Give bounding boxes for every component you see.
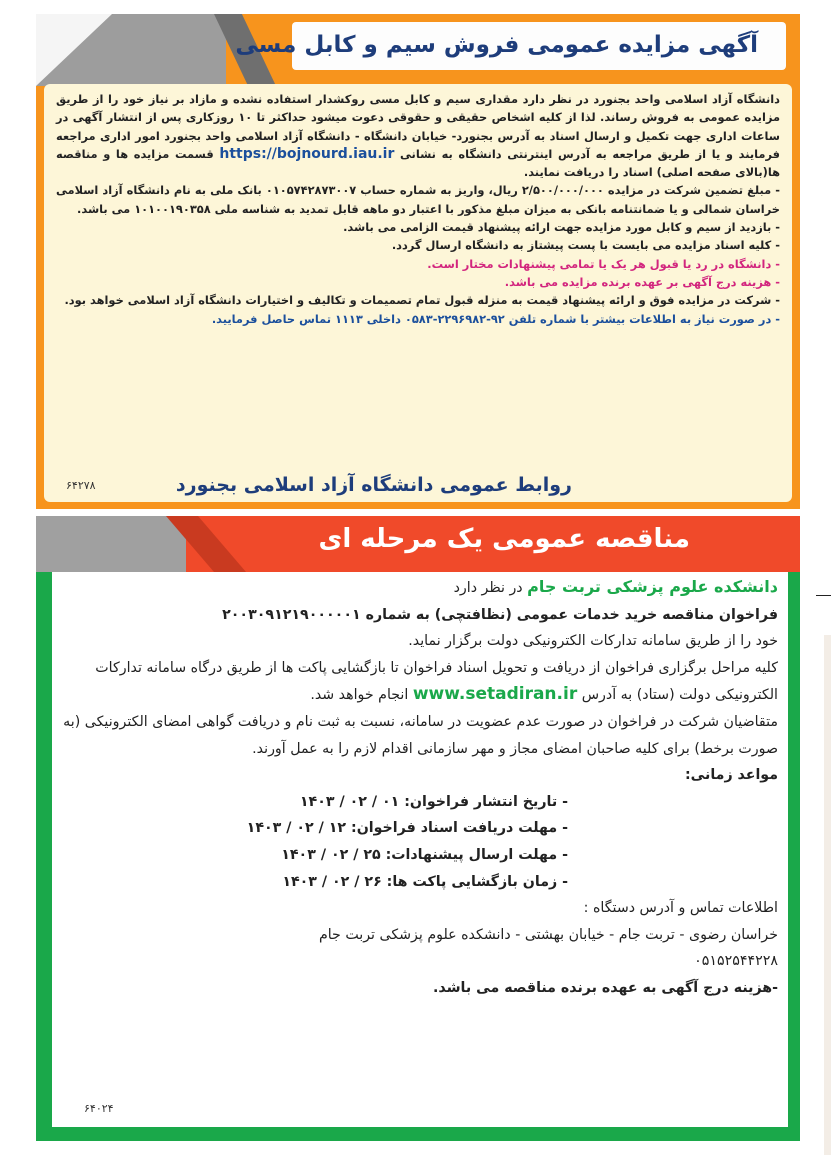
tender-ad bbox=[36, 516, 800, 1141]
tender-header bbox=[36, 516, 800, 572]
auction-url-link[interactable]: https://bojnourd.iau.ir bbox=[219, 145, 395, 162]
tender-org-suffix: در نظر دارد bbox=[453, 580, 523, 596]
auction-signature: روابط عمومی دانشگاه آزاد اسلامی بجنورد bbox=[175, 474, 572, 496]
tender-url-link[interactable]: www.setadiran.ir bbox=[412, 684, 578, 705]
tender-body bbox=[62, 574, 778, 1002]
tender-address: خراسان رضوی - تربت جام - خیابان بهشتی - دانشکده علوم پزشکی تربت جام bbox=[318, 926, 778, 943]
schedule-item: - زمان بازگشایی پاکت ها: ۲۶ / ۰۲ / ۱۴۰۳ bbox=[282, 873, 568, 890]
schedule-title: مواعد زمانی: bbox=[684, 767, 778, 784]
auction-body bbox=[56, 90, 780, 328]
auction-intro-1: دانشگاه آزاد اسلامی واحد بجنورد در نظر دارد مقداری سیم و کابل مسی روکشدار استفاده نشده و مازاد بر نیاز خود را از طریق مزایده عمومی به فروش رساند. لذا از کلیه اشخاص حقیقی و حقوقی دعوت میشود حداکثر تا ۱۰ روزکاری پس از انتشار آگهی در ساعات اداری جهت تکمیل و ارسال اسناد به آدرس بجنورد- خیابان دانشگاه - دانشگاه آزاد اسلامی واحد بجنورد امور اداری مراجعه فرمایند و یا از طریق مراجعه به آدرس اینترنتی دانشگاه به نشانی bbox=[56, 92, 781, 161]
schedule-item: - مهلت ارسال پیشنهادات: ۲۵ / ۰۲ / ۱۴۰۳ bbox=[281, 846, 568, 863]
tender-ad-code: ۶۴۰۲۴ bbox=[84, 1102, 114, 1115]
auction-intro bbox=[56, 90, 780, 181]
auction-body-panel bbox=[44, 84, 792, 502]
divider bbox=[816, 595, 831, 596]
header-decoration bbox=[36, 516, 186, 572]
schedule-item: - تاریخ انتشار فراخوان: ۰۱ / ۰۲ / ۱۴۰۳ bbox=[299, 793, 568, 810]
auction-reject: - دانشگاه در رد یا قبول هر یک یا تمامی پیشنهادات مختار است. bbox=[427, 256, 780, 271]
tender-p2 bbox=[62, 655, 778, 709]
adjacent-strip bbox=[824, 635, 831, 1155]
tender-p3: متقاضیان شرکت در فراخوان در صورت عدم عضویت در سامانه، نسبت به ثبت نام و دریافت گواهی امضای الکترونیکی (به صورت برخط) برای کلیه صاحبان امضای مجاز و مهر سازمانی اقدام لازم را به عمل آورند. bbox=[63, 713, 778, 757]
tender-p1: خود را از طریق سامانه تدارکات الکترونیکی دولت برگزار نماید. bbox=[408, 633, 778, 650]
tender-org: دانشکده علوم پزشکی تربت جام bbox=[527, 577, 778, 596]
tender-call: فراخوان مناقصه خرید خدمات عمومی (نظافتچی) به شماره ۲۰۰۳۰۹۱۲۱۹۰۰۰۰۰۱ bbox=[222, 606, 778, 623]
tender-p2a: کلیه مراحل برگزاری فراخوان از دریافت و تحویل اسناد فراخوان تا بازگشایی پاکت ها از طریق درگاه سامانه تدارکات الکترونیکی دولت (ستاد) به آدرس bbox=[95, 659, 778, 704]
auction-accept: - شرکت در مزایده فوق و ارائه پیشنهاد قیمت به منزله قبول تمام تصمیمات و تکالیف و اختیارات دانشگاه آزاد اسلامی خواهد بود. bbox=[64, 293, 780, 308]
auction-intro-2: قسمت مزایده ها و مناقصه ها(بالای صفحه اصلی) اسناد را دریافت نمایند. bbox=[56, 146, 780, 180]
tender-p2b: انجام خواهد شد. bbox=[310, 687, 409, 704]
schedule-item: - مهلت دریافت اسناد فراخوان: ۱۲ / ۰۲ / ۱۴۰۳ bbox=[246, 820, 568, 837]
auction-visit: - بازدید از سیم و کابل مورد مزایده جهت ارائه پیشنهاد قیمت الزامی می باشد. bbox=[343, 220, 780, 235]
auction-contact: - در صورت نیاز به اطلاعات بیشتر با شماره تلفن ۹۲-۲۲۹۶۹۸۲-۰۵۸۳ داخلی ۱۱۱۳ تماس حاصل فرمایید. bbox=[211, 311, 780, 326]
tender-title: مناقصه عمومی یک مرحله ای bbox=[318, 524, 690, 554]
tender-body-panel bbox=[52, 572, 788, 1127]
auction-post: - کلیه اسناد مزایده می بایست با پست پیشتاز به دانشگاه ارسال گردد. bbox=[391, 238, 780, 253]
auction-deposit: - مبلغ تضمین شرکت در مزایده ۲/۵۰۰/۰۰۰/۰۰۰ ریال، واریز به شماره حساب ۰۱۰۵۷۴۲۸۷۳۰۰۷ بانک ملی به نام دانشگاه آزاد اسلامی خراسان شمالی و یا ضمانتنامه بانکی به میزان مبلغ مذکور با اعتبار دو ماهه قابل تمدید به شناسه ملی ۱۰۱۰۰۱۹۰۳۵۸ می باشد. bbox=[56, 183, 780, 216]
tender-org-line bbox=[62, 574, 778, 602]
tender-phone: ۰۵۱۵۲۵۴۴۲۲۸ bbox=[694, 953, 778, 970]
adjacent-column-fragment bbox=[808, 595, 831, 1155]
auction-cost: - هزینه درج آگهی بر عهده برنده مزایده می باشد. bbox=[504, 274, 780, 289]
auction-ad bbox=[36, 14, 800, 509]
title-box bbox=[235, 22, 786, 70]
contact-title: اطلاعات تماس و آدرس دستگاه : bbox=[583, 900, 778, 917]
auction-title: آگهی مزایده عمومی فروش سیم و کابل مسی bbox=[235, 32, 758, 58]
tender-cost: -هزینه درج آگهی به عهده برنده مناقصه می باشد. bbox=[432, 979, 778, 996]
auction-ad-code: ۶۴۲۷۸ bbox=[66, 479, 96, 492]
